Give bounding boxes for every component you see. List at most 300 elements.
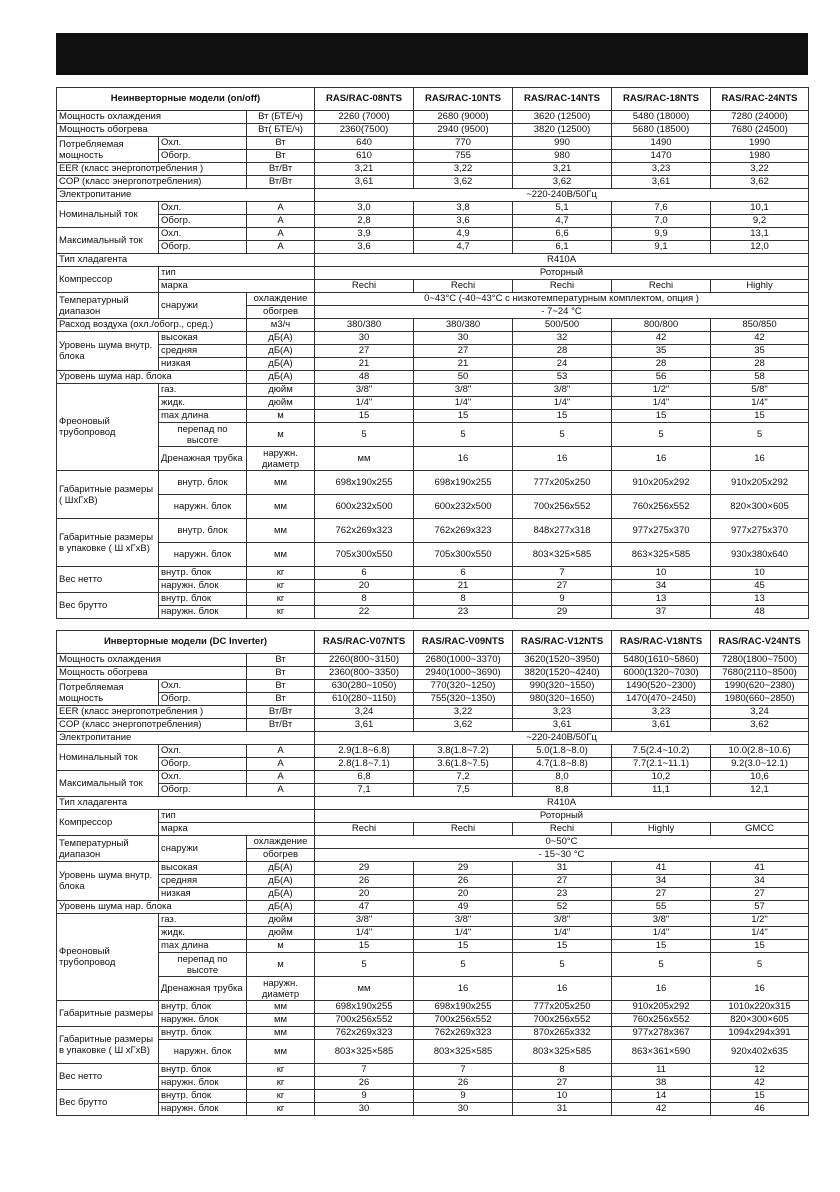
value-cell: 630(280~1050) <box>315 680 414 693</box>
value-cell: 770(320~1250) <box>414 680 513 693</box>
value-cell: 5 <box>315 423 414 447</box>
value-cell: 10 <box>711 567 809 580</box>
value-cell: 1/4" <box>711 927 809 940</box>
value-cell: 7.7(2.1~11.1) <box>612 758 711 771</box>
top-black-banner <box>56 33 808 75</box>
value-cell: 1/4" <box>711 397 809 410</box>
value-cell: 1/4" <box>414 397 513 410</box>
value-cell: 3/8" <box>315 914 414 927</box>
row-label: EER (класс энергопотребления ) <box>57 163 247 176</box>
value-cell: 1/4" <box>612 927 711 940</box>
value-cell: 4,7 <box>513 215 612 228</box>
value-cell: 1010x220x315 <box>711 1001 809 1014</box>
value-cell: 2680 (9000) <box>414 111 513 124</box>
value-cell: 980 <box>513 150 612 163</box>
value-cell: Rechi <box>414 823 513 836</box>
row-sublabel: Обогр. <box>159 241 247 254</box>
inverter-spec-table <box>56 630 809 1116</box>
value-cell: 38 <box>612 1077 711 1090</box>
table-header-row <box>57 631 809 654</box>
value-cell: 640 <box>315 137 414 150</box>
value-cell: 977x278x367 <box>612 1027 711 1040</box>
value-cell: Rechi <box>612 280 711 293</box>
unit-cell: м <box>247 423 315 447</box>
non-inverter-spec-table <box>56 87 809 619</box>
value-cell: 700x256x552 <box>315 1014 414 1027</box>
spec-row <box>57 693 809 706</box>
model-header-1: RAS/RAC-V09NTS <box>414 631 513 654</box>
value-cell: 12,1 <box>711 784 809 797</box>
row-sublabel: внутр. блок <box>159 471 247 495</box>
row-label: Температурный диапазон <box>57 836 159 862</box>
value-cell: 1490(520~2300) <box>612 680 711 693</box>
value-cell: 29 <box>414 862 513 875</box>
spec-row <box>57 163 809 176</box>
value-cell: 10 <box>612 567 711 580</box>
value-cell: 16 <box>612 447 711 471</box>
unit-cell: м3/ч <box>247 319 315 332</box>
unit-cell: Вт <box>247 137 315 150</box>
spec-row <box>57 758 809 771</box>
value-cell: 610 <box>315 150 414 163</box>
value-cell: 37 <box>612 606 711 619</box>
value-cell: 5.0(1.8~8.0) <box>513 745 612 758</box>
row-sublabel: газ. <box>159 384 247 397</box>
table-header-title: Инверторные модели (DC Inverter) <box>57 631 315 654</box>
value-cell: 7,0 <box>612 215 711 228</box>
row-label: Тип хладагента <box>57 254 315 267</box>
unit-cell: дюйм <box>247 914 315 927</box>
value-cell: 3,22 <box>414 706 513 719</box>
row-sublabel: Обогр. <box>159 215 247 228</box>
value-cell: 21 <box>414 580 513 593</box>
row-sublabel: Охл. <box>159 771 247 784</box>
value-cell: 700x256x552 <box>414 1014 513 1027</box>
value-cell: 1980 <box>711 150 809 163</box>
value-cell: 698x190x255 <box>414 471 513 495</box>
value-cell: 52 <box>513 901 612 914</box>
value-cell: 23 <box>513 888 612 901</box>
spec-row <box>57 977 809 1001</box>
value-cell: 2.9(1.8~6.8) <box>315 745 414 758</box>
unit-cell: кг <box>247 580 315 593</box>
value-cell: 777x205x250 <box>513 471 612 495</box>
row-sublabel: снаружи <box>159 293 247 319</box>
value-cell: 870x265x332 <box>513 1027 612 1040</box>
row-sublabel: наружн. диаметр <box>247 977 315 1001</box>
unit-cell: дБ(А) <box>247 862 315 875</box>
value-cell: 3,21 <box>513 163 612 176</box>
value-cell: 5 <box>513 953 612 977</box>
spec-row <box>57 1064 809 1077</box>
value-cell: 30 <box>414 332 513 345</box>
row-label: Номинальный ток <box>57 745 159 771</box>
value-cell: 3,61 <box>612 719 711 732</box>
row-sublabel: высокая <box>159 862 247 875</box>
unit-cell: кг <box>247 1077 315 1090</box>
value-cell: 1980(660~2850) <box>711 693 809 706</box>
spec-row <box>57 784 809 797</box>
unit-cell: мм <box>247 1001 315 1014</box>
unit-cell: кг <box>247 606 315 619</box>
unit-cell: обогрев <box>247 306 315 319</box>
spec-row <box>57 680 809 693</box>
value-cell: 2.8(1.8~7.1) <box>315 758 414 771</box>
value-cell: 10,6 <box>711 771 809 784</box>
value-cell: 3,62 <box>414 176 513 189</box>
value-cell: 10,1 <box>711 202 809 215</box>
value-cell: 12 <box>711 1064 809 1077</box>
value-cell: 5 <box>711 423 809 447</box>
value-cell: 380/380 <box>315 319 414 332</box>
value-cell: 16 <box>711 977 809 1001</box>
table-header-title: Неинверторные модели (on/off) <box>57 88 315 111</box>
row-sublabel: марка <box>159 280 315 293</box>
row-sublabel: Охл. <box>159 137 247 150</box>
value-cell: 5 <box>513 423 612 447</box>
value-cell: 762x269x323 <box>315 1027 414 1040</box>
row-sublabel: наружн. блок <box>159 1103 247 1116</box>
value-cell: 16 <box>513 447 612 471</box>
unit-cell: мм <box>247 543 315 567</box>
unit-cell: мм <box>247 1040 315 1064</box>
value-cell: 7280(1800~7500) <box>711 654 809 667</box>
value-cell: 990 <box>513 137 612 150</box>
row-sublabel: низкая <box>159 888 247 901</box>
row-label: Потребляемая мощность <box>57 680 159 706</box>
row-sublabel: внутр. блок <box>159 1090 247 1103</box>
value-cell: 977x275x370 <box>711 519 809 543</box>
unit-cell: дюйм <box>247 927 315 940</box>
value-cell: 770 <box>414 137 513 150</box>
value-cell: 27 <box>612 888 711 901</box>
spec-row <box>57 940 809 953</box>
value-cell: 13 <box>711 593 809 606</box>
value-cell: 28 <box>711 358 809 371</box>
merged-value: 0~50°C <box>315 836 809 849</box>
value-cell: Highly <box>711 280 809 293</box>
spec-row <box>57 1103 809 1116</box>
value-cell: 610(280~1150) <box>315 693 414 706</box>
value-cell: 9,2 <box>711 215 809 228</box>
row-sublabel: Охл. <box>159 745 247 758</box>
spec-row <box>57 732 809 745</box>
unit-cell: дБ(А) <box>247 358 315 371</box>
unit-cell: дюйм <box>247 384 315 397</box>
unit-cell: дБ(А) <box>247 875 315 888</box>
unit-cell: Вт <box>247 693 315 706</box>
unit-cell: Вт <box>247 150 315 163</box>
value-cell: 3.6(1.8~7.5) <box>414 758 513 771</box>
value-cell: 41 <box>612 862 711 875</box>
row-label: Габаритные размеры в упаковке ( Ш xГxВ) <box>57 1027 159 1064</box>
value-cell: 9 <box>414 1090 513 1103</box>
unit-cell: кг <box>247 567 315 580</box>
spec-row <box>57 797 809 810</box>
value-cell: 3,6 <box>315 241 414 254</box>
value-cell: 9,1 <box>612 241 711 254</box>
row-sublabel: max длина <box>159 410 247 423</box>
spec-row <box>57 410 809 423</box>
unit-cell: А <box>247 215 315 228</box>
value-cell: 20 <box>414 888 513 901</box>
merged-value: ~220-240В/50Гц <box>315 189 809 202</box>
value-cell: 15 <box>315 940 414 953</box>
value-cell: 24 <box>513 358 612 371</box>
value-cell: 5 <box>612 423 711 447</box>
value-cell: 16 <box>711 447 809 471</box>
row-label: Уровень шума нар. блока <box>57 371 247 384</box>
value-cell: 8,8 <box>513 784 612 797</box>
unit-cell: дюйм <box>247 397 315 410</box>
merged-value: ~220-240В/50Гц <box>315 732 809 745</box>
row-sublabel: средняя <box>159 875 247 888</box>
spec-row <box>57 319 809 332</box>
row-label: COP (класс энергопотребления) <box>57 719 247 732</box>
value-cell: 863×361×590 <box>612 1040 711 1064</box>
unit-cell: дБ(А) <box>247 332 315 345</box>
value-cell: 42 <box>711 332 809 345</box>
value-cell: 35 <box>711 345 809 358</box>
model-header-2: RAS/RAC-V12NTS <box>513 631 612 654</box>
unit-cell: мм <box>315 447 414 471</box>
value-cell: 20 <box>315 888 414 901</box>
row-label: Электропитание <box>57 732 315 745</box>
value-cell: 5/8" <box>711 384 809 397</box>
value-cell: 3,23 <box>612 163 711 176</box>
spec-row <box>57 888 809 901</box>
value-cell: 1490 <box>612 137 711 150</box>
spec-row <box>57 124 809 137</box>
value-cell: 5680 (18500) <box>612 124 711 137</box>
unit-cell: А <box>247 771 315 784</box>
row-label: Мощность охлаждения <box>57 654 247 667</box>
unit-cell: обогрев <box>247 849 315 862</box>
row-label: Дренажная трубка <box>159 977 247 1001</box>
spec-row <box>57 228 809 241</box>
value-cell: 4.7(1.8~8.8) <box>513 758 612 771</box>
value-cell: 4,9 <box>414 228 513 241</box>
value-cell: 15 <box>513 410 612 423</box>
model-header-3: RAS/RAC-18NTS <box>612 88 711 111</box>
row-sublabel: внутр. блок <box>159 519 247 543</box>
value-cell: 1/4" <box>513 927 612 940</box>
value-cell: 20 <box>315 580 414 593</box>
row-sublabel: наружн. блок <box>159 1077 247 1090</box>
value-cell: 27 <box>513 1077 612 1090</box>
row-label: Вес брутто <box>57 593 159 619</box>
value-cell: 3,24 <box>315 706 414 719</box>
value-cell: Rechi <box>513 280 612 293</box>
value-cell: 28 <box>513 345 612 358</box>
model-header-4: RAS/RAC-V24NTS <box>711 631 809 654</box>
value-cell: 6,1 <box>513 241 612 254</box>
value-cell: 31 <box>513 1103 612 1116</box>
spec-row <box>57 137 809 150</box>
value-cell: 3,6 <box>414 215 513 228</box>
row-label: Расход воздуха (охл./обогр., сред.) <box>57 319 247 332</box>
value-cell: 803×325×585 <box>513 543 612 567</box>
row-sublabel: внутр. блок <box>159 1001 247 1014</box>
value-cell: 850/850 <box>711 319 809 332</box>
value-cell: 1/4" <box>612 397 711 410</box>
value-cell: 10 <box>513 1090 612 1103</box>
value-cell: 3/8" <box>414 384 513 397</box>
spec-row <box>57 215 809 228</box>
row-label: Электропитание <box>57 189 315 202</box>
value-cell: 7,6 <box>612 202 711 215</box>
value-cell: 57 <box>711 901 809 914</box>
value-cell: 15 <box>414 410 513 423</box>
spec-row <box>57 1001 809 1014</box>
value-cell: 1/2" <box>612 384 711 397</box>
value-cell: 6000(1320~7030) <box>612 667 711 680</box>
unit-cell: мм <box>247 1014 315 1027</box>
spec-row <box>57 1040 809 1064</box>
value-cell: 10,2 <box>612 771 711 784</box>
spec-row <box>57 332 809 345</box>
spec-row <box>57 927 809 940</box>
row-sublabel: внутр. блок <box>159 1027 247 1040</box>
row-label: Максимальный ток <box>57 771 159 797</box>
value-cell: 34 <box>612 580 711 593</box>
row-label: Дренажная трубка <box>159 447 247 471</box>
value-cell: 26 <box>315 1077 414 1090</box>
value-cell: 6,6 <box>513 228 612 241</box>
value-cell: 3820(1520~4240) <box>513 667 612 680</box>
value-cell: 6 <box>315 567 414 580</box>
value-cell: 600x232x500 <box>315 495 414 519</box>
value-cell: 2260 (7000) <box>315 111 414 124</box>
value-cell: 3/8" <box>315 384 414 397</box>
spec-row <box>57 1077 809 1090</box>
model-header-3: RAS/RAC-V18NTS <box>612 631 711 654</box>
value-cell: 30 <box>414 1103 513 1116</box>
value-cell: 9 <box>513 593 612 606</box>
value-cell: 698x190x255 <box>414 1001 513 1014</box>
spec-row <box>57 901 809 914</box>
row-sublabel: средняя <box>159 345 247 358</box>
model-header-0: RAS/RAC-V07NTS <box>315 631 414 654</box>
spec-row <box>57 150 809 163</box>
value-cell: 2260(800~3150) <box>315 654 414 667</box>
value-cell: 755 <box>414 150 513 163</box>
value-cell: 15 <box>612 410 711 423</box>
unit-cell: Вт/Вт <box>247 706 315 719</box>
value-cell: 3,23 <box>513 706 612 719</box>
value-cell: 848x277x318 <box>513 519 612 543</box>
row-sublabel: наружн. блок <box>159 580 247 593</box>
spec-row <box>57 745 809 758</box>
value-cell: 27 <box>513 875 612 888</box>
row-sublabel: перепад по высоте <box>159 953 247 977</box>
value-cell: 698x190x255 <box>315 471 414 495</box>
table-header-row <box>57 88 809 111</box>
spec-row <box>57 280 809 293</box>
spec-row <box>57 241 809 254</box>
value-cell: 16 <box>612 977 711 1001</box>
unit-cell: дБ(А) <box>247 371 315 384</box>
unit-cell: кг <box>247 1064 315 1077</box>
value-cell: 11,1 <box>612 784 711 797</box>
value-cell: 1/4" <box>315 927 414 940</box>
value-cell: 980(320~1650) <box>513 693 612 706</box>
value-cell: 55 <box>612 901 711 914</box>
spec-row <box>57 543 809 567</box>
value-cell: 5 <box>711 953 809 977</box>
value-cell: 3,61 <box>315 176 414 189</box>
value-cell: 3,23 <box>612 706 711 719</box>
value-cell: 21 <box>414 358 513 371</box>
value-cell: 45 <box>711 580 809 593</box>
value-cell: 3,21 <box>315 163 414 176</box>
row-label: Вес брутто <box>57 1090 159 1116</box>
value-cell: 30 <box>315 332 414 345</box>
value-cell: 5 <box>315 953 414 977</box>
value-cell: Rechi <box>414 280 513 293</box>
value-cell: 7,5 <box>414 784 513 797</box>
value-cell: 2360(7500) <box>315 124 414 137</box>
value-cell: 863×325×585 <box>612 543 711 567</box>
row-label: Максимальный ток <box>57 228 159 254</box>
value-cell: 8,0 <box>513 771 612 784</box>
merged-value: - 15~30 °C <box>315 849 809 862</box>
spec-row <box>57 189 809 202</box>
value-cell: 5 <box>414 953 513 977</box>
row-label: Тип хладагента <box>57 797 315 810</box>
row-sublabel: жидк. <box>159 927 247 940</box>
row-sublabel: тип <box>159 267 315 280</box>
row-sublabel: наружн. блок <box>159 1014 247 1027</box>
spec-row <box>57 914 809 927</box>
value-cell: 7,2 <box>414 771 513 784</box>
value-cell: 28 <box>612 358 711 371</box>
row-sublabel: наружн. диаметр <box>247 447 315 471</box>
value-cell: 5480(1610~5860) <box>612 654 711 667</box>
value-cell: 7.5(2.4~10.2) <box>612 745 711 758</box>
model-header-4: RAS/RAC-24NTS <box>711 88 809 111</box>
value-cell: 1094x294x391 <box>711 1027 809 1040</box>
unit-cell: дБ(А) <box>247 901 315 914</box>
unit-cell: Вт <box>247 654 315 667</box>
value-cell: 7,1 <box>315 784 414 797</box>
value-cell: 5,1 <box>513 202 612 215</box>
spec-row <box>57 1090 809 1103</box>
row-sublabel: Обогр. <box>159 758 247 771</box>
merged-value: R410A <box>315 254 809 267</box>
unit-cell: Вт <box>247 680 315 693</box>
value-cell: 9.2(3.0~12.1) <box>711 758 809 771</box>
value-cell: 910x205x292 <box>711 471 809 495</box>
value-cell: 762x269x323 <box>315 519 414 543</box>
value-cell: 27 <box>414 345 513 358</box>
value-cell: 42 <box>612 332 711 345</box>
merged-value: - 7~24 °C <box>315 306 809 319</box>
value-cell: 48 <box>315 371 414 384</box>
value-cell: 35 <box>612 345 711 358</box>
value-cell: 3820 (12500) <box>513 124 612 137</box>
unit-cell: А <box>247 241 315 254</box>
row-label: Номинальный ток <box>57 202 159 228</box>
value-cell: 27 <box>711 888 809 901</box>
value-cell: 803×325×585 <box>513 1040 612 1064</box>
value-cell: 920x402x635 <box>711 1040 809 1064</box>
unit-cell: мм <box>247 471 315 495</box>
unit-cell: кг <box>247 1103 315 1116</box>
value-cell: 755(320~1350) <box>414 693 513 706</box>
spec-row <box>57 345 809 358</box>
value-cell: 700x256x552 <box>513 1014 612 1027</box>
